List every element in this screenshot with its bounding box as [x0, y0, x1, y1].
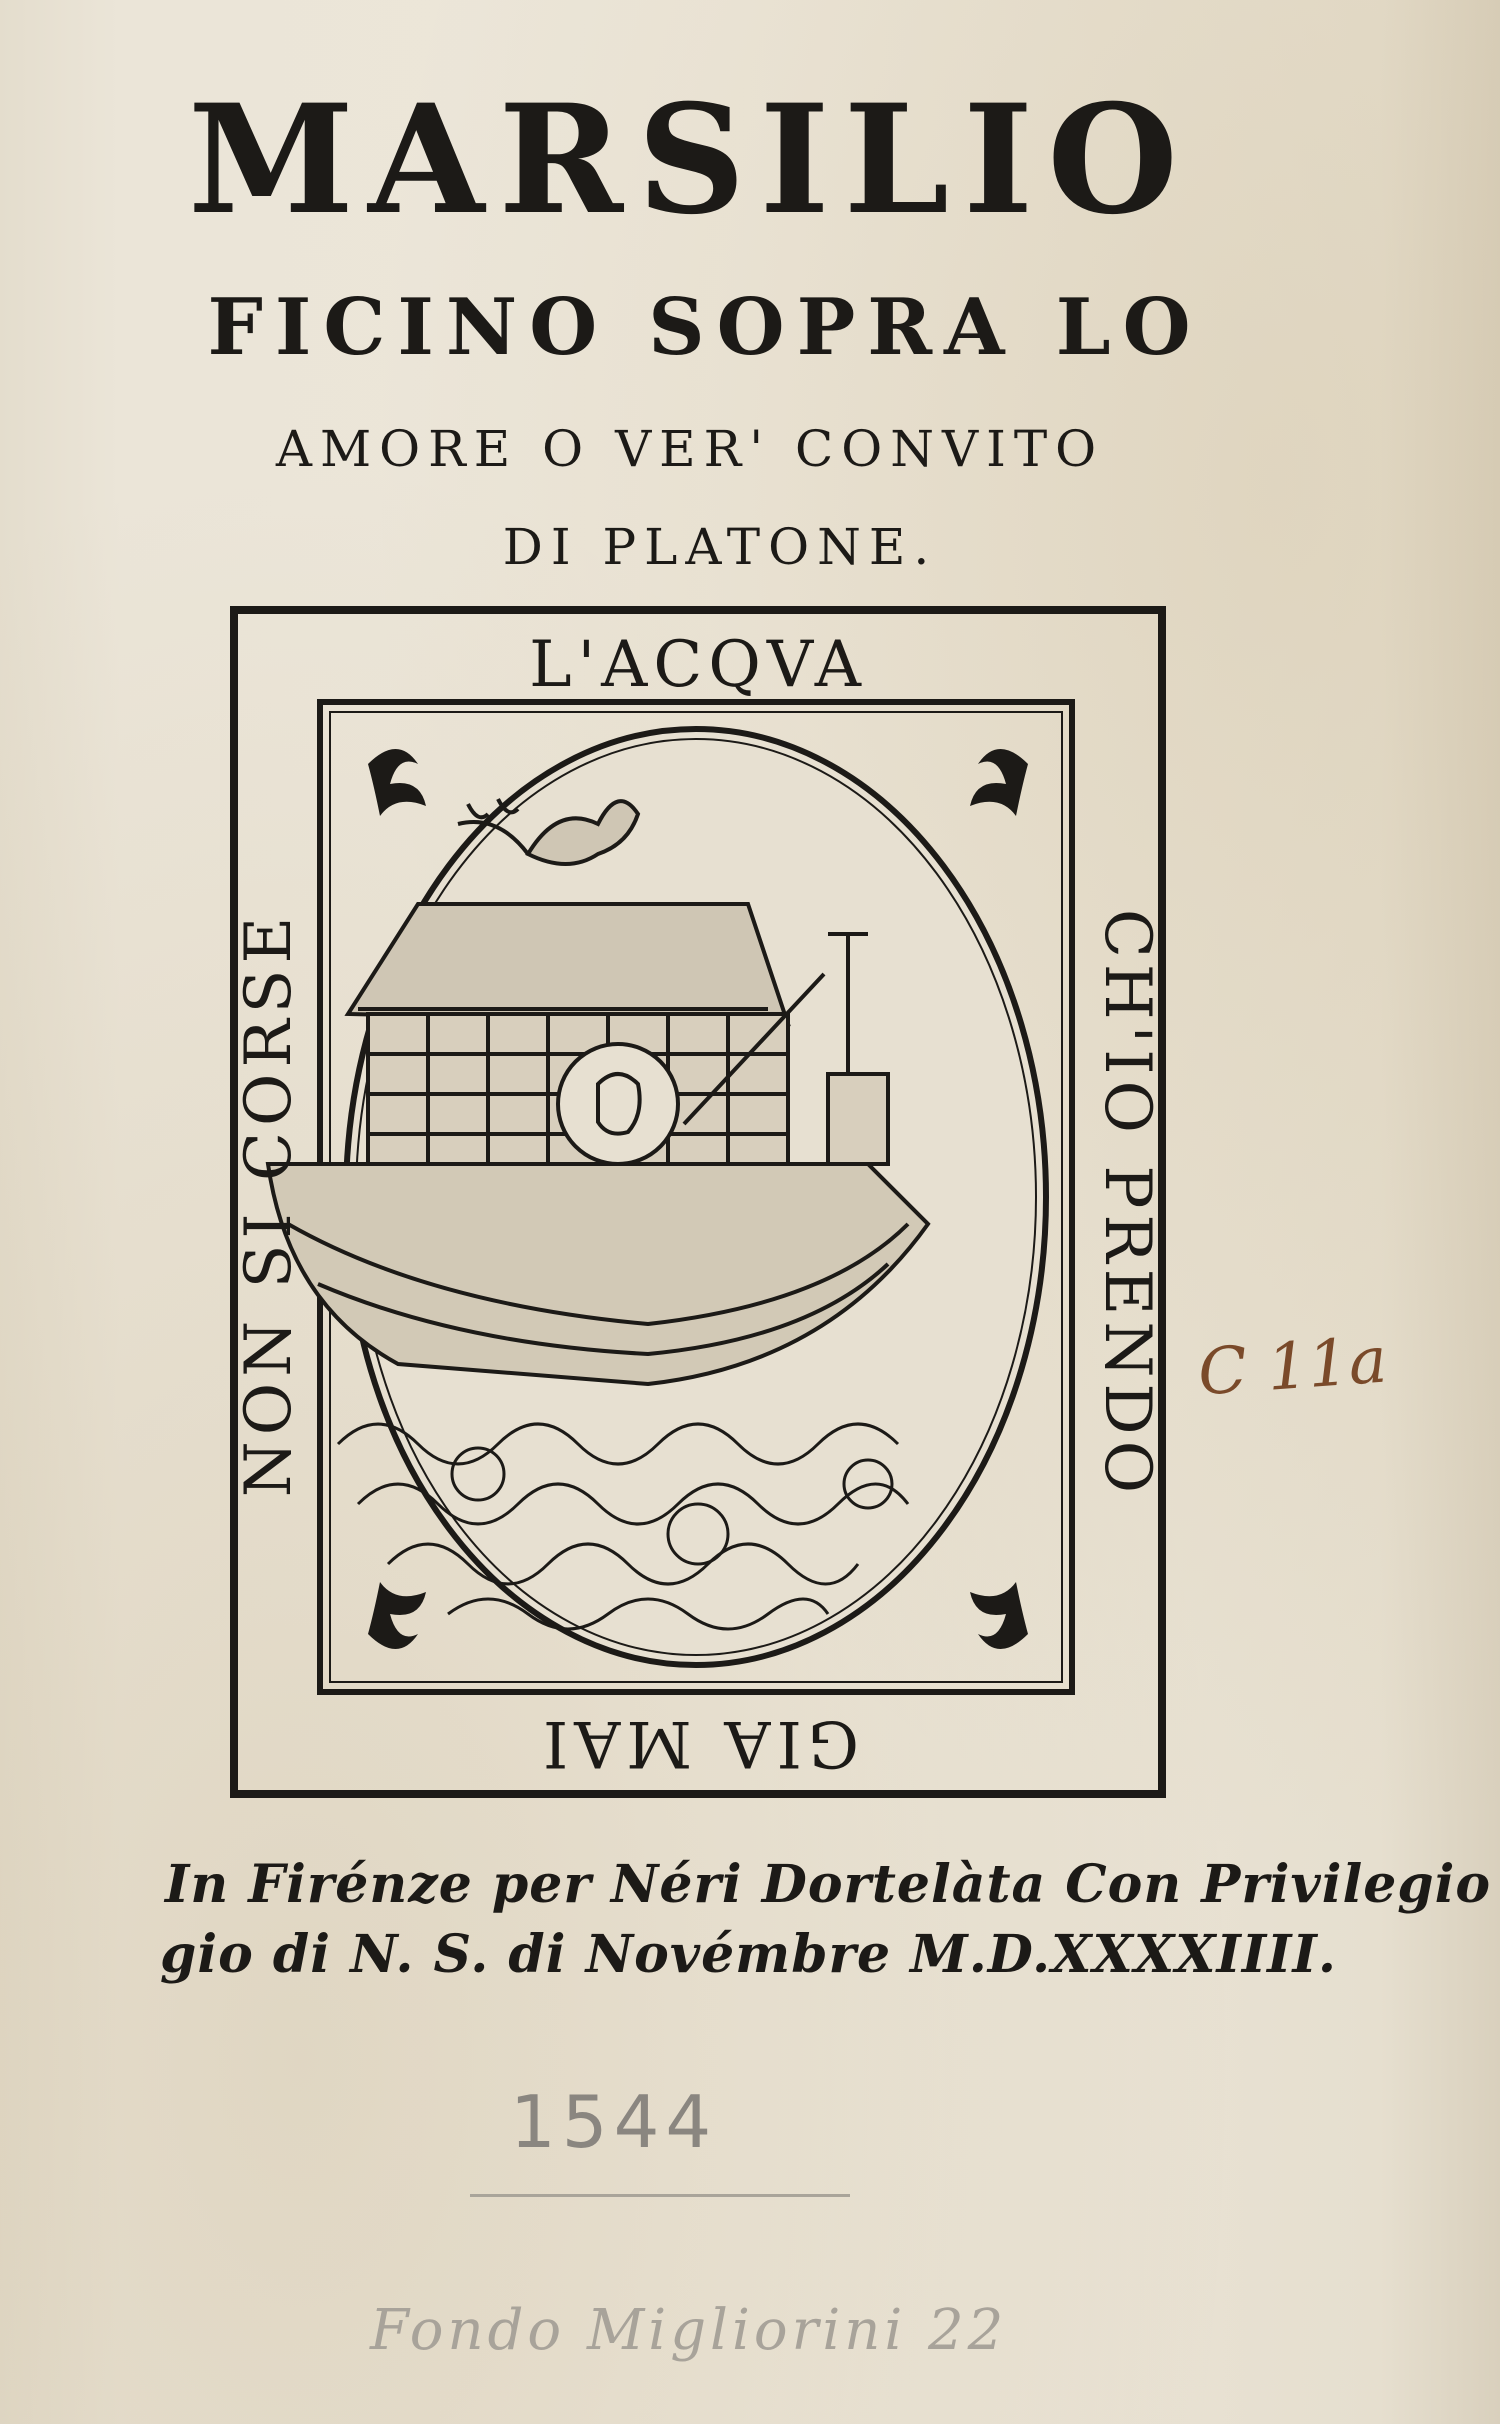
title-line-4: DI PLATONE. — [502, 518, 938, 576]
provenance-annotation: Fondo Migliorini 22 — [370, 2298, 1008, 2363]
motto-bottom: GIA MAI — [537, 1706, 859, 1780]
title-line-3: AMORE O VER' CONVITO — [275, 420, 1105, 478]
shelfmark-annotation: C 11a — [1195, 1323, 1390, 1411]
imprint-line-1: In Firénze per Néri Dortelàta Con Privilegio — [165, 1854, 1492, 1915]
year-annotation: 1544 — [510, 2080, 718, 2164]
pencil-underline — [470, 2194, 850, 2197]
motto-top: L'ACQVA — [529, 628, 867, 702]
motto-left: NON SI CORSE — [232, 910, 306, 1498]
title-line-2: FICINO SOPRA LO — [207, 282, 1203, 373]
imprint-line-2: gio di N. S. di Novémbre M.D.XXXXIIII. — [160, 1924, 1337, 1985]
printers-device-woodcut — [228, 604, 1168, 1800]
title-line-author: MARSILIO — [188, 72, 1192, 248]
motto-right: CH'IO PRENDO — [1090, 908, 1164, 1500]
